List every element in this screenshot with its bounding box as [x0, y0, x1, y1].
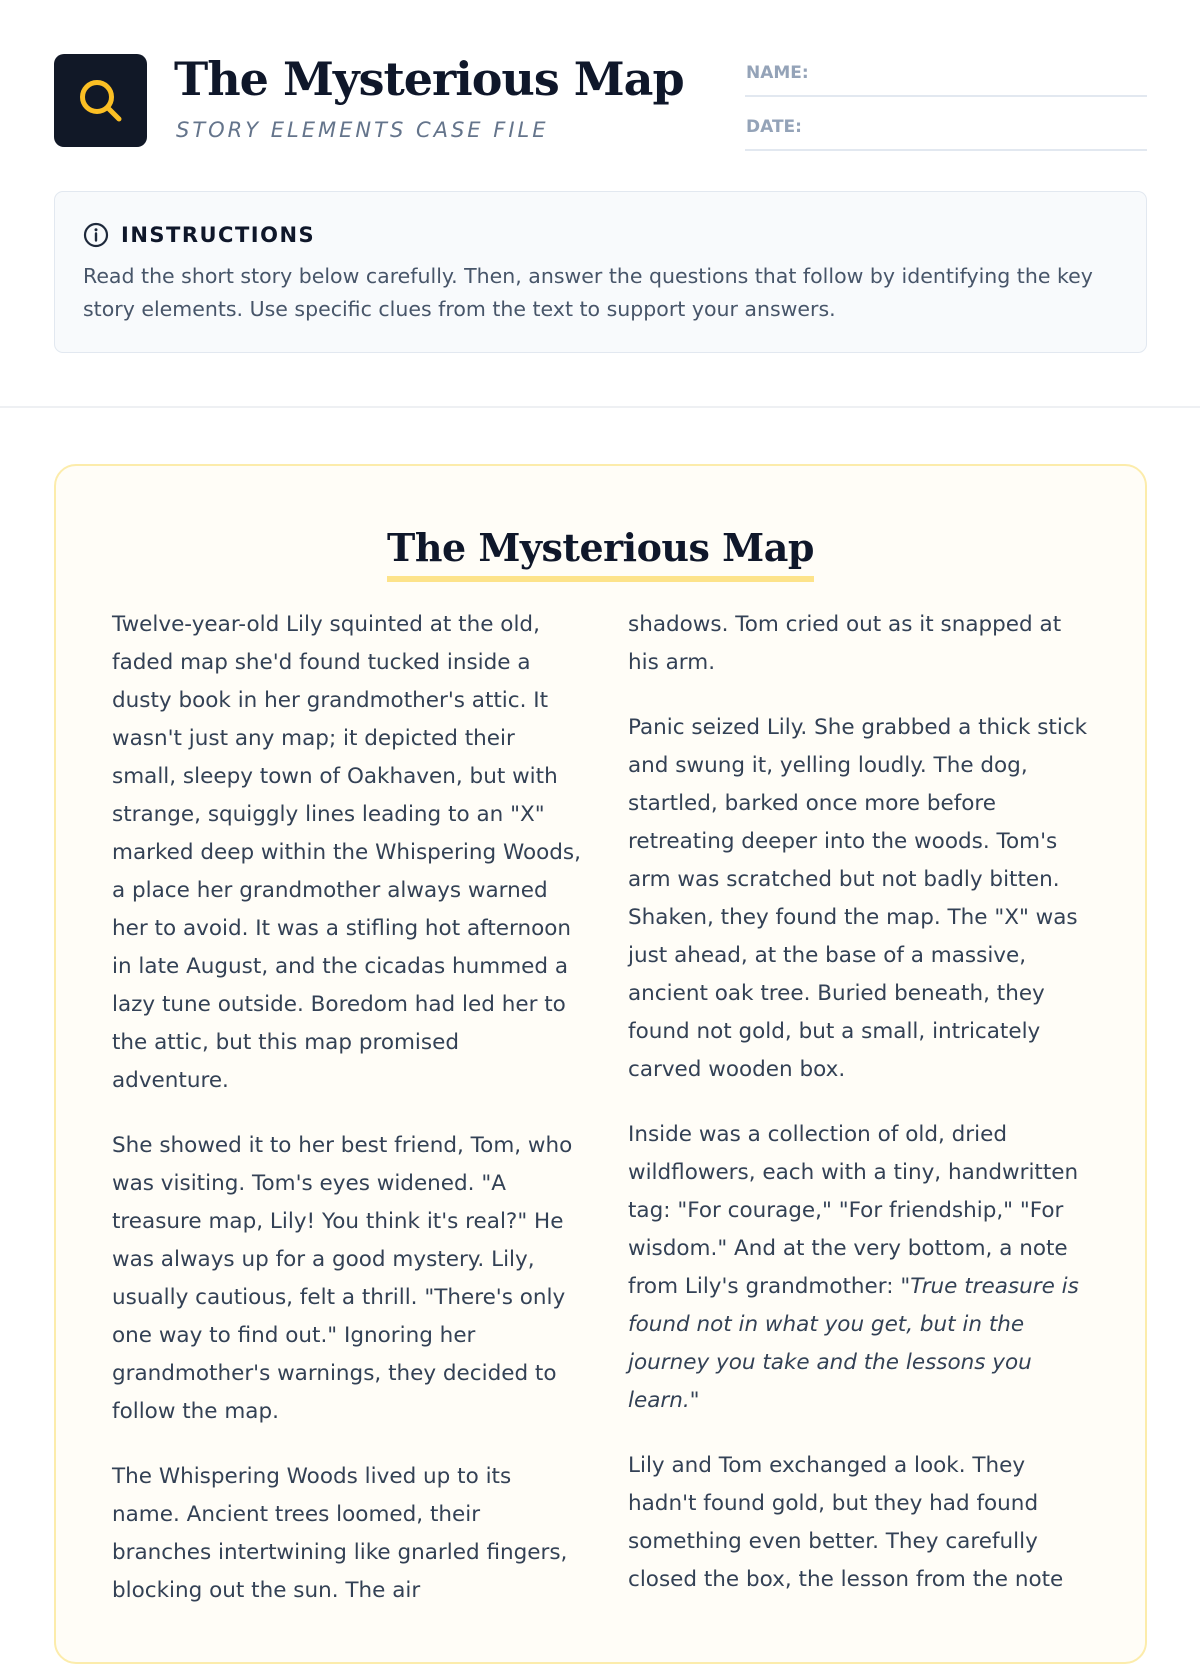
- story-paragraph: Panic seized Lily. She grabbed a thick stick and swung it, yelling loudly. The dog, startled, barked once more before retreating deeper into the woods. Tom's arm was scratched but not badly bitten. Shaken, they found the map. The "X" was just ahead, at the base of a massive, ancient oak tree. Buried beneath, they found not gold, but a small, intricately carved wooden box.: [628, 715, 1088, 1082]
- page-subtitle: STORY ELEMENTS CASE FILE: [176, 118, 549, 142]
- magnifying-glass-icon: [76, 76, 126, 126]
- grandmother-quote: "True treasure is found not in what you get, but in the journey you take and the lessons you learn.": [628, 1274, 1079, 1413]
- story-paragraph: shadows. Tom cried out as it snapped at his arm.: [628, 612, 1062, 675]
- date-label: DATE:: [746, 117, 802, 137]
- story-column-left: [112, 606, 582, 1637]
- story-column-right: [628, 606, 1098, 1626]
- worksheet-header: [0, 0, 1200, 408]
- instructions-panel: [54, 191, 1147, 353]
- story-paragraph: She showed it to her best friend, Tom, who was visiting. Tom's eyes widened. "A treasure map, Lily! You think it's real?" He was always up for a good mystery. Lily, usually cautious, felt a thrill. "There's only one way to find out." Ignoring her grandmother's warnings, they decided to follow the map.: [112, 1133, 573, 1424]
- story-paragraph-box: [628, 1116, 1098, 1420]
- name-field[interactable]: [745, 57, 1147, 97]
- story-title: The Mysterious Map: [387, 524, 814, 582]
- name-label: NAME:: [746, 63, 809, 83]
- story-title-wrap: [56, 524, 1145, 582]
- box-paragraph-text: Inside was a collection of old, dried wildflowers, each with a tiny, handwritten tag: "For courage," "For friendship," "For wisdom." And at the very bottom, a note from Lily's grandmother:: [628, 1122, 1079, 1299]
- story-paragraph: Twelve-year-old Lily squinted at the old, faded map she'd found tucked inside a dusty book in her grandmother's attic. It wasn't just any map; it depicted their small, sleepy town of Oakhaven, but with strange, squiggly lines leading to an "X" marked deep within the Whispering Woods, a place her grandmother always warned her to avoid. It was a stifling hot afternoon in late August, and the cicadas hummed a lazy tune outside. Boredom had led her to the attic, but this map promised adventure.: [112, 612, 581, 1093]
- info-icon: [83, 222, 109, 248]
- instructions-title: INSTRUCTIONS: [121, 223, 316, 247]
- story-card: [54, 464, 1147, 1664]
- story-paragraph: Lily and Tom exchanged a look. They hadn't found gold, but they had found something even better. They carefully closed the box, the lesson from the note: [628, 1453, 1064, 1592]
- date-field[interactable]: [745, 111, 1147, 151]
- story-paragraph: The Whispering Woods lived up to its name. Ancient trees loomed, their branches intertwining like gnarled fingers, blocking out the sun. The air: [112, 1464, 568, 1603]
- instructions-heading: [83, 222, 315, 248]
- page-title: The Mysterious Map: [174, 52, 684, 106]
- logo-badge: [54, 54, 147, 147]
- instructions-text: Read the short story below carefully. Then, answer the questions that follow by identifying the key story elements. Use specific clues from the text to support your answers.: [83, 264, 1093, 321]
